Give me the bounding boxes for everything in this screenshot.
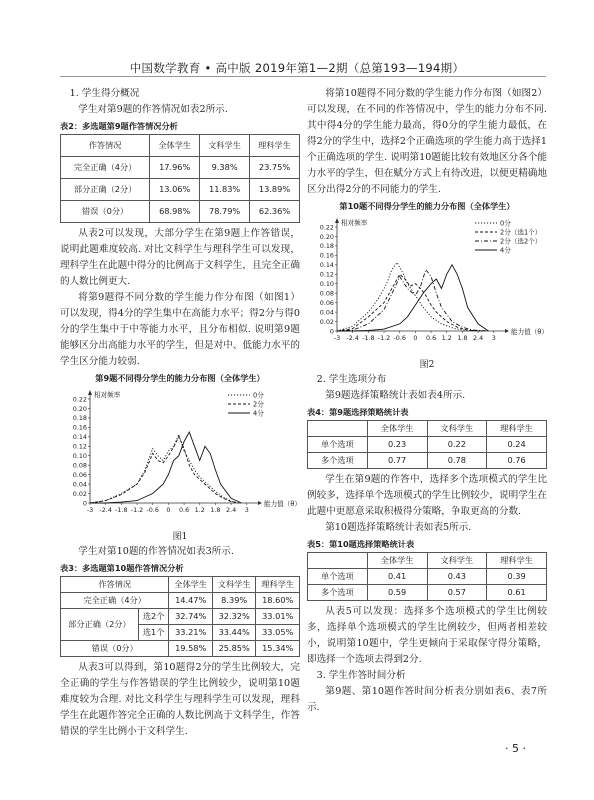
table-cell: 单个选项 — [308, 569, 368, 585]
table-header-cell: 全体学生 — [150, 135, 200, 157]
table-cell: 部分正确（2分） — [61, 609, 139, 641]
table-cell: 8.39% — [212, 593, 256, 609]
x-tick-label: -3 — [333, 334, 341, 342]
table-row — [308, 453, 547, 469]
table-cell: 选2个 — [138, 609, 169, 625]
table-cell: 32.32% — [212, 609, 256, 625]
table-header-cell: 文科学生 — [427, 553, 487, 569]
table-cell: 33.01% — [256, 609, 300, 625]
table-header-cell: 全体学生 — [367, 421, 427, 437]
table-header-cell: 全体学生 — [169, 577, 213, 593]
x-tick-label: 3 — [491, 334, 496, 342]
table-cell: 完全正确（4分） — [61, 593, 169, 609]
legend-label: 2分 — [253, 400, 264, 409]
table-row — [308, 569, 547, 585]
table-header-row — [308, 421, 547, 437]
paragraph: 学生在第9题的作答中，选择多个选项模式的学生比例较多，选择单个选项模式的学生比例较少，说明学生在此题中更愿意采取积极得分策略，争取更高的分数. — [307, 474, 547, 517]
table-cell: 0.61 — [487, 585, 547, 601]
table-cell: 0.76 — [487, 453, 547, 469]
legend-label: 0分 — [500, 219, 511, 228]
x-tick-label: -0.6 — [393, 334, 406, 342]
x-tick-label: -2.4 — [99, 506, 112, 514]
table-header-cell: 文科学生 — [212, 577, 256, 593]
table-header-cell: 文科学生 — [427, 421, 487, 437]
paragraph: 从表3可以得到，第10题得2分的学生比例较大，完全正确的学生与作答错误的学生比例较少，说明第10题难度较为合理. 对比文科学生与理科学生可以发现，理科学生在此题作答完全正确的人数比例高于文科学生，作答错误的学生比例小于文科学生. — [60, 662, 300, 737]
table-cell: 0.39 — [487, 569, 547, 585]
figure1-chart — [60, 385, 300, 525]
section-heading-2: 2. 学生选项分布 — [316, 374, 387, 385]
table-cell: 33.21% — [169, 625, 213, 641]
x-tick-label: 0 — [166, 506, 171, 514]
table3-caption: 表3：多选题第10题作答情况分析 — [60, 563, 184, 573]
y-tick-label: 0.18 — [72, 414, 87, 423]
table-cell: 11.83% — [200, 179, 250, 201]
series-line-1 — [90, 437, 239, 503]
table-cell: 0.23 — [367, 437, 427, 453]
x-axis-arrow — [258, 501, 262, 505]
x-tick-label: -2.4 — [346, 334, 359, 342]
table-header-cell: 理科学生 — [250, 135, 300, 157]
x-tick-label: -1.2 — [130, 506, 144, 514]
x-axis-arrow — [505, 329, 509, 333]
figure2-label: 图2 — [419, 360, 435, 370]
y-tick-label: 0.14 — [319, 261, 334, 270]
figure2-chart — [307, 213, 547, 353]
legend-label: 4分 — [253, 409, 264, 418]
y-tick-label: 0.10 — [72, 452, 87, 461]
table-header-cell: 理科学生 — [256, 577, 300, 593]
table-cell: 0.22 — [427, 437, 487, 453]
table-cell: 19.58% — [169, 641, 213, 657]
paragraph: 将第10题得不同分数的学生能力作分布图（如图2）可以发现，在不同的作答情况中，学生的能力分布不同. 其中得4分的学生能力最高，得0分的学生能力最低，在得2分的学生中，选择2个正确选项的学生能力高于选择1个正确选项的学生. 说明第10题能比较有效地区分各个能力水平的学生，但在赋分方式上有待改进，以便更精确地区分出得2分的不同能力的学生. — [307, 88, 547, 195]
table-row — [308, 437, 547, 453]
section-heading-1: 1. 学生得分概况 — [69, 88, 140, 99]
series-line-0 — [337, 263, 481, 332]
table-cell: 32.74% — [169, 609, 213, 625]
table-row — [61, 641, 300, 657]
y-tick-label: 0.08 — [72, 461, 87, 470]
x-tick-label: 1.2 — [194, 506, 205, 514]
series-line-3 — [337, 265, 489, 331]
header-rule — [60, 76, 546, 77]
y-tick-label: 0.04 — [72, 480, 87, 489]
figure1-label: 图1 — [172, 532, 188, 542]
table-cell: 0.59 — [367, 585, 427, 601]
x-tick-label: 2.4 — [473, 334, 484, 342]
x-tick-label: 1.8 — [457, 334, 468, 342]
x-tick-label: 0.6 — [425, 334, 437, 342]
paragraph: 将第9题得不同分数的学生能力作分布图（如图1）可以发现，得4分的学生集中在高能力水平；得2分与得0分的学生集中于中等能力水平，且分布相似. 说明第9题能够区分出高能力水平的学生，但是对中、低能力水平的学生区分能力较弱. — [60, 292, 300, 367]
y-tick-label: 0.02 — [319, 317, 334, 326]
paragraph: 第10题选择策略统计表如表5所示. — [325, 522, 472, 533]
y-axis-label: 相对频率 — [341, 219, 368, 227]
figure1-title: 第9题不同得分学生的能力分布图（全体学生） — [95, 373, 265, 383]
table-header-cell: 文科学生 — [200, 135, 250, 157]
y-tick-label: 0.12 — [72, 442, 87, 451]
y-tick-label: 0.22 — [72, 395, 87, 404]
table-cell: 33.05% — [256, 625, 300, 641]
paragraph: 从表2可以发现，大部分学生在第9题上作答错误，说明此题难度较高. 对比文科学生与理科学生可以发现，理科学生在此题中得分的比例高于文科学生，且完全正确的人数比例更大. — [60, 228, 300, 287]
y-tick-label: 0.18 — [319, 242, 334, 251]
y-tick-label: 0.16 — [319, 251, 334, 260]
table-row — [61, 157, 300, 179]
table-cell: 0.24 — [487, 437, 547, 453]
left-column — [60, 86, 300, 740]
table3 — [60, 576, 300, 657]
y-tick-label: 0.14 — [72, 433, 87, 442]
x-axis-label: 能力值（θ） — [264, 500, 300, 508]
legend-label: 4分 — [500, 246, 511, 255]
y-tick-label: 0.20 — [72, 404, 87, 413]
table-cell: 0.78 — [427, 453, 487, 469]
x-tick-label: 3 — [244, 506, 249, 514]
y-tick-label: 0.06 — [319, 298, 334, 307]
table-header-row — [61, 577, 300, 593]
table-row — [61, 609, 300, 625]
table-cell: 23.75% — [250, 157, 300, 179]
y-tick-label: 0.04 — [319, 308, 334, 317]
x-tick-label: 2.4 — [226, 506, 237, 514]
x-tick-label: -1.8 — [115, 506, 128, 514]
series-line-1 — [337, 274, 483, 331]
table-cell: 78.79% — [200, 201, 250, 223]
figure2-title: 第10题不同得分学生的能力分布图（全体学生） — [339, 201, 515, 211]
paragraph: 从表5可以发现：选择多个选项模式的学生比例较多，选择单个选项模式的学生比例较少，但两者相差较小，说明第10题中，学生更倾向于采取保守得分策略，即选择一个选项去得到2分. — [307, 606, 547, 665]
series-line-0 — [90, 435, 239, 504]
table-row — [61, 201, 300, 223]
table-cell: 68.98% — [150, 201, 200, 223]
y-axis-label: 相对频率 — [94, 391, 121, 399]
y-tick-label: 0.02 — [72, 489, 87, 498]
table-cell: 17.96% — [150, 157, 200, 179]
x-tick-label: 0.6 — [178, 506, 190, 514]
table-row — [61, 593, 300, 609]
running-header: 中国数学教育 • 高中版 2019年第1—2期（总第193—194期） — [129, 61, 465, 75]
y-tick-label: 0.16 — [72, 423, 87, 432]
section-heading-3: 3. 学生作答时间分析 — [316, 670, 406, 681]
table-row — [308, 585, 547, 601]
paragraph: 学生对第9题的作答情况如表2所示. — [78, 104, 228, 115]
table-header-cell: 理科学生 — [487, 553, 547, 569]
y-tick-label: 0.06 — [72, 470, 87, 479]
table-cell: 15.34% — [256, 641, 300, 657]
y-tick-label: 0.22 — [319, 223, 334, 232]
x-tick-label: -1.2 — [377, 334, 391, 342]
table-cell: 33.44% — [212, 625, 256, 641]
table-cell: 0.57 — [427, 585, 487, 601]
x-tick-label: 0 — [413, 334, 418, 342]
table-cell: 18.60% — [256, 593, 300, 609]
table-cell: 完全正确（4分） — [61, 157, 150, 179]
table-cell: 部分正确（2分） — [61, 179, 150, 201]
y-axis-arrow — [335, 218, 339, 223]
x-tick-label: -0.6 — [146, 506, 159, 514]
legend-label: 2分（选1个） — [500, 228, 542, 237]
table-cell: 9.38% — [200, 157, 250, 179]
table-cell: 62.36% — [250, 201, 300, 223]
legend-label: 0分 — [253, 391, 264, 400]
table-header-cell: 作答情况 — [61, 577, 169, 593]
table-cell: 选1个 — [138, 625, 169, 641]
table-header-cell: 全体学生 — [367, 553, 427, 569]
paragraph: 学生对第10题的作答情况如表3所示. — [78, 546, 234, 557]
table-cell: 单个选项 — [308, 437, 368, 453]
table-header-cell — [308, 553, 368, 569]
page-number: · 5 · — [505, 742, 526, 755]
table2-caption: 表2：多选题第9题作答情况分析 — [60, 121, 178, 131]
paragraph: 第9题选择策略统计表如表4所示. — [325, 390, 466, 401]
y-tick-label: 0.08 — [319, 289, 334, 298]
table5-caption: 表5：第10题选择策略统计表 — [307, 539, 415, 549]
table-cell: 13.06% — [150, 179, 200, 201]
y-tick-label: 0 — [329, 327, 334, 336]
table-header-cell: 作答情况 — [61, 135, 150, 157]
x-axis-label: 能力值（θ） — [511, 328, 547, 336]
x-tick-label: -3 — [86, 506, 94, 514]
table-header-row — [308, 553, 547, 569]
table2 — [60, 134, 300, 223]
table-cell: 多个选项 — [308, 453, 368, 469]
table-header-row — [61, 135, 300, 157]
x-tick-label: 1.8 — [210, 506, 221, 514]
legend-label: 2分（选2个） — [500, 237, 542, 246]
x-tick-label: -1.8 — [362, 334, 375, 342]
right-column — [307, 86, 547, 716]
paragraph: 第9题、第10题作答时间分析表分别如表6、表7所示. — [307, 686, 547, 713]
table4 — [307, 420, 547, 469]
x-tick-label: 1.2 — [441, 334, 452, 342]
series-line-2 — [90, 432, 242, 503]
table-cell: 0.41 — [367, 569, 427, 585]
y-tick-label: 0.10 — [319, 280, 334, 289]
table-cell: 错误（0分） — [61, 641, 169, 657]
table4-caption: 表4：第9题选择策略统计表 — [307, 407, 409, 417]
table-cell: 0.43 — [427, 569, 487, 585]
y-tick-label: 0.20 — [319, 232, 334, 241]
table-cell: 25.85% — [212, 641, 256, 657]
table-header-cell: 理科学生 — [487, 421, 547, 437]
table-cell: 0.77 — [367, 453, 427, 469]
table-cell: 多个选项 — [308, 585, 368, 601]
y-tick-label: 0 — [82, 499, 87, 508]
y-axis-arrow — [88, 390, 92, 395]
table-cell: 13.89% — [250, 179, 300, 201]
y-tick-label: 0.12 — [319, 270, 334, 279]
table-cell: 错误（0分） — [61, 201, 150, 223]
table-header-cell — [308, 421, 368, 437]
table-cell: 14.47% — [169, 593, 213, 609]
table-row — [61, 179, 300, 201]
table5 — [307, 552, 547, 601]
